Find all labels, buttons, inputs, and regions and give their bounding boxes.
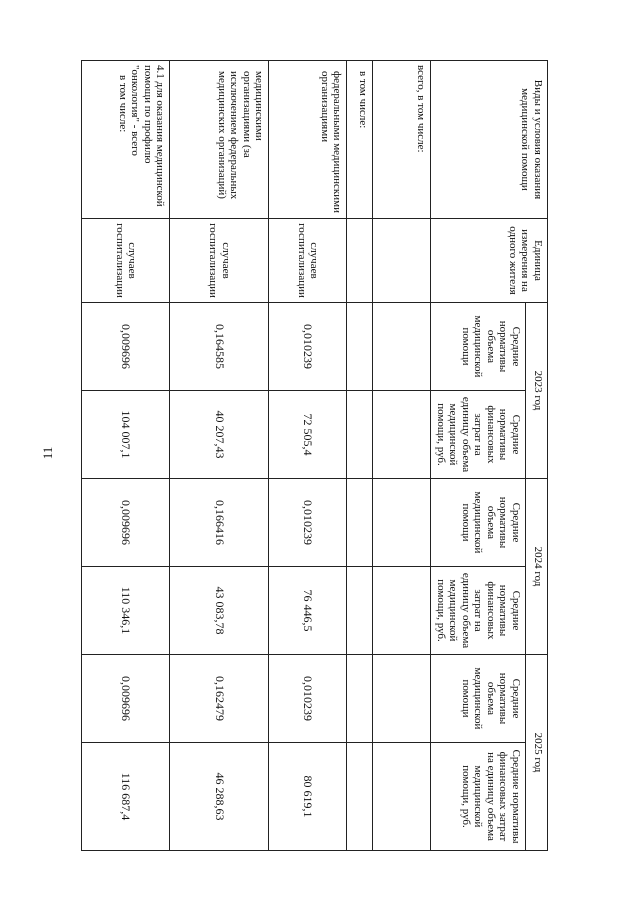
federal-cost-2025: 80 619,1: [269, 743, 347, 851]
page-number: 11: [40, 446, 55, 460]
header-type: Виды и условия оказания медицинской помощи: [431, 61, 548, 219]
federal-volume-2024: 0,010239: [269, 479, 347, 567]
row-oncology-unit: случаев госпитализации: [82, 219, 170, 303]
other-cost-2023: 40 207,43: [170, 391, 269, 479]
table-row-federal: [269, 61, 347, 851]
row-total-label: всего, в том числе:: [373, 61, 431, 219]
header-year-2024: 2024 год: [526, 479, 548, 655]
header-volume-2024: Средние нормативы объема медицинской помощи: [431, 479, 526, 567]
table-row-oncology: [82, 61, 170, 851]
oncology-volume-2023: 0,009696: [82, 303, 170, 391]
other-volume-2023: 0,164585: [170, 303, 269, 391]
row-other-label: медицинскими организациями (за исключением федеральных медицинских организаций): [170, 61, 269, 219]
row-incl-label: в том числе:: [347, 61, 373, 219]
header-volume-2025: Средние нормативы объема медицинской помощи: [431, 655, 526, 743]
row-oncology-label: 4.1 для оказания медицинской помощи по профилю "онкология" - всего: [129, 65, 167, 207]
federal-volume-2023: 0,010239: [269, 303, 347, 391]
row-other-unit: случаев госпитализации: [170, 219, 269, 303]
other-volume-2025: 0,162479: [170, 655, 269, 743]
table-row-other: [170, 61, 269, 851]
federal-volume-2025: 0,010239: [269, 655, 347, 743]
header-volume-2023: Средние нормативы объема медицинской помощи: [431, 303, 526, 391]
header-year-2025: 2025 год: [526, 655, 548, 851]
federal-cost-2023: 72 505,4: [269, 391, 347, 479]
oncology-cost-2024: 110 346,1: [82, 567, 170, 655]
other-volume-2024: 0,166416: [170, 479, 269, 567]
medical-norms-table: [82, 60, 549, 851]
federal-cost-2024: 76 446,5: [269, 567, 347, 655]
other-cost-2025: 46 288,63: [170, 743, 269, 851]
oncology-volume-2024: 0,009696: [82, 479, 170, 567]
header-unit: Единица измерения на одного жителя: [431, 219, 548, 303]
row-federal-unit: случаев госпитализации: [269, 219, 347, 303]
header-cost-2025: Средние нормативы финансовых затрат на единицу объема медицинской помощи, руб.: [431, 743, 526, 851]
header-year-2023: 2023 год: [526, 303, 548, 479]
row-federal-label: федеральными медицинскими организациями: [269, 61, 347, 219]
table-row-incl: [347, 61, 373, 851]
oncology-cost-2023: 104 007,1: [82, 391, 170, 479]
table-row-total: [373, 61, 431, 851]
oncology-volume-2025: 0,009696: [82, 655, 170, 743]
header-cost-2023: Средние нормативы финансовых затрат на единицу объема медицинской помощи, руб.: [431, 391, 526, 479]
row-oncology-cell: [82, 61, 170, 219]
other-cost-2024: 43 083,78: [170, 567, 269, 655]
row-oncology-sub: в том числе:: [117, 75, 129, 133]
header-cost-2024: Средние нормативы финансовых затрат на единицу объема медицинской помощи, руб.: [431, 567, 526, 655]
rotated-table-container: [89, 60, 548, 850]
oncology-cost-2025: 116 687,4: [82, 743, 170, 851]
